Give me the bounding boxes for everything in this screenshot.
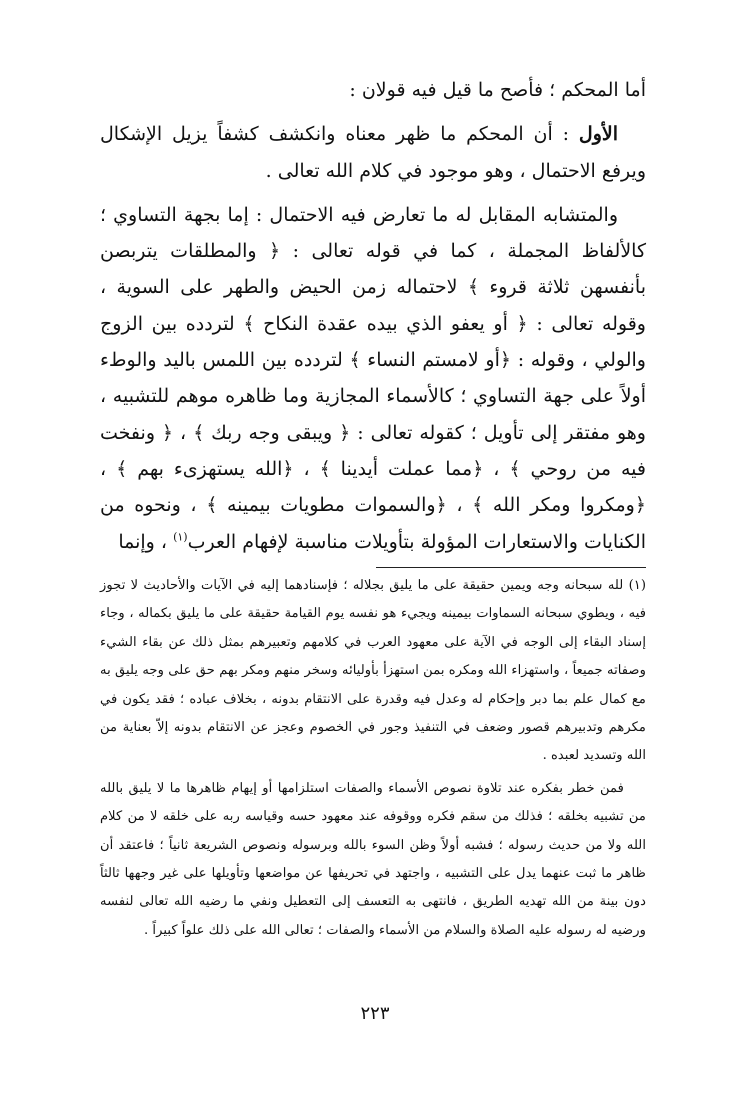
first-view-label: الأول [578,123,618,146]
opening-line: أما المحكم ؛ فأصح ما قيل فيه قولان : [349,79,646,101]
mutashabih-paragraph [100,197,646,560]
footnote-1: (١) لله سبحانه وجه ويمين حقيقة على ما يليق بجلاله ؛ فإسنادهما إليه في الآيات والأحاديث لا تجوز فيه ، ويطوي سبحانه السماوات بيمينه ويجيء هو نفسه يوم القيامة حقيقة على ما يليق بكماله ، وجاء إسناد البقاء إلى الوجه في الآية على معهود العرب في كلامهم وتعبيرهم بمثل ذلك عن بقاء الشيء وصفاته جميعاً ، واستهزاء الله ومكره بمن استهزأ بأوليائه وسخر منهم ومكر بهم حق على وجه يليق به مع كمال علم بما دبر وإحكام له وعدل فيه وقدرة على الانتقام بدونه ، بخلاف عباده ؛ فقد يكون في مكرهم وتدبيرهم قصور وضعف في التنفيذ وجور في الخصوم وعجز عن الانتقام بدونه إلاّ بعناية من الله وتسديد لعبده . [100,578,646,764]
mutashabih-text: والمتشابه المقابل له ما تعارض فيه الاحتمال : إما بجهة التساوي ؛ كالألفاظ المجملة ، كما في قوله تعالى : ﴿ والمطلقات يتربصن بأنفسهن ثلاثة قروء ﴾ لاحتماله زمن الحيض والطهر على السوية ، وقوله تعالى : ﴿ أو يعفو الذي بيده عقدة النكاح ﴾ لتردده بين الزوج والولي ، وقوله : ﴿أو لامستم النساء ﴾ لتردده بين اللمس باليد والوطء أولاً على جهة التساوي ؛ كالأسماء المجازية وما ظاهره موهم للتشبيه ، وهو مفتقر إلى تأويل ؛ كقوله تعالى : ﴿ ويبقى وجه ربك ﴾ ، ﴿ ونفخت فيه من روحي ﴾ ، ﴿مما عملت أيدينا ﴾ ، ﴿الله يستهزىء بهم ﴾ ، ﴿ومكروا ومكر الله ﴾ ، ﴿والسموات مطويات بيمينه ﴾ ، ونحوه من الكنايات والاستعارات المؤولة بتأويلات مناسبة لإفهام العرب [100,203,646,553]
footnotes [100,572,646,945]
page-number: ٢٢٣ [360,1003,390,1024]
first-view-paragraph [100,116,646,189]
main-text [100,72,646,560]
trailing-text: ، وإنما [118,530,174,553]
footnote-divider [376,567,646,568]
footnote-ref: (١) [173,530,188,544]
footnote-comment: فمن خطر بفكره عند تلاوة نصوص الأسماء والصفات استلزامها أو إيهام ظاهرها ما لا يليق بالله من تشبيه بخلقه ؛ فذلك من سقم فكره ووقوفه عند معهود حسه وقياسه ربه على خلقه لا من كلام الله ولا من حديث رسوله ؛ فشبه أولاً وظن السوء بالله وبرسوله ونصوص الشريعة ثانياً ؛ فاعتقد أن ظاهر ما ثبت عنهما يدل على التشبيه ، واجتهد في تحريفها عن مواضعها وتأويلها على غير وجهها ثالثاً دون بينة من الله تهديه الطريق ، فانتهى به التعسف إلى التعطيل ونفي ما رضيه الله تعالى لنفسه ورضيه له رسوله عليه الصلاة والسلام من الأسماء والصفات ؛ تعالى الله على ذلك علواً كبيراً . [100,780,646,938]
first-view-text: : أن المحكم ما ظهر معناه وانكشف كشفاً يزيل الإشكال ويرفع الاحتمال ، وهو موجود في كلام الله تعالى . [100,123,646,182]
